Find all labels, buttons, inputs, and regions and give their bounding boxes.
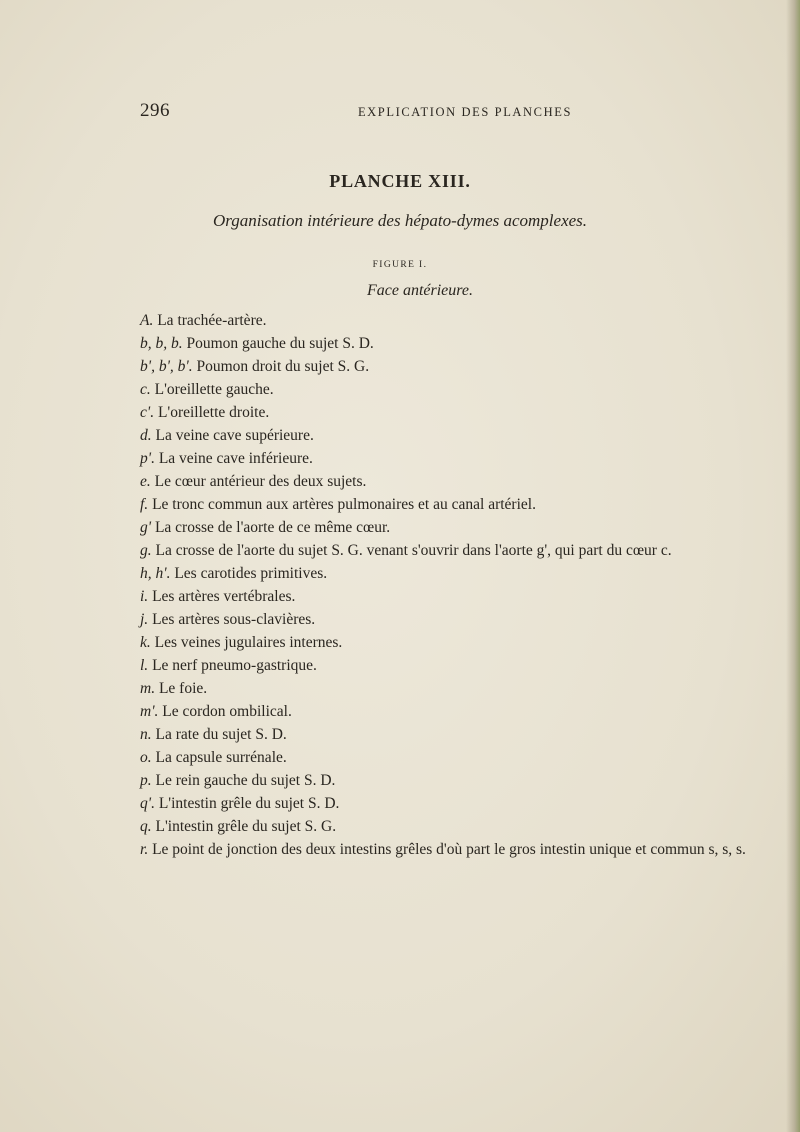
legend-item	[140, 332, 760, 355]
legend-item	[140, 631, 760, 654]
legend-text: Le tronc commun aux artères pulmonaires et au canal artériel.	[148, 496, 536, 513]
legend-item	[140, 401, 760, 424]
legend-text: La trachée-artère.	[153, 312, 267, 329]
legend-key: e.	[140, 473, 151, 490]
running-head: EXPLICATION DES PLANCHES	[357, 105, 573, 119]
legend-item	[140, 769, 760, 792]
legend-key: p.	[140, 772, 152, 789]
legend-key: g'	[140, 519, 152, 536]
legend-key: g.	[140, 542, 152, 559]
legend-text: L'intestin grêle du sujet S. G.	[151, 818, 337, 835]
page-number: 296	[140, 100, 170, 121]
legend-item	[140, 746, 760, 769]
legend-key: c'.	[140, 404, 155, 421]
legend-key: n.	[140, 726, 152, 743]
legend-key: l.	[140, 657, 149, 674]
legend-item	[140, 700, 760, 723]
figure-label: FIGURE I.	[372, 260, 428, 270]
legend-text: Les artères sous-clavières.	[148, 611, 316, 628]
legend-key: k.	[140, 634, 151, 651]
legend-text: Poumon droit du sujet S. G.	[192, 358, 370, 375]
legend-item	[140, 470, 760, 493]
view-label: Face antérieure.	[366, 282, 474, 299]
legend-text: La veine cave supérieure.	[151, 427, 314, 444]
legend-item	[140, 654, 760, 677]
legend-text: La crosse de l'aorte de ce même cœur.	[151, 519, 391, 536]
legend-key: o.	[140, 749, 152, 766]
legend-text: Poumon gauche du sujet S. D.	[182, 335, 374, 352]
legend-key: h, h'.	[140, 565, 171, 582]
legend-key: p'.	[140, 450, 155, 467]
legend-item	[140, 562, 760, 585]
legend-key: i.	[140, 588, 149, 605]
legend-item	[140, 309, 760, 332]
legend-text: Les artères vertébrales.	[148, 588, 296, 605]
legend-text: Le nerf pneumo-gastrique.	[148, 657, 317, 674]
plate-subtitle: Organisation intérieure des hépato-dymes acomplexes.	[212, 211, 588, 230]
legend-text: La rate du sujet S. D.	[151, 726, 287, 743]
legend-text: Le rein gauche du sujet S. D.	[151, 772, 336, 789]
legend-item	[140, 585, 760, 608]
legend-text: La veine cave inférieure.	[154, 450, 313, 467]
plate-title: PLANCHE XIII.	[329, 171, 471, 191]
legend-text: Les carotides primitives.	[170, 565, 328, 582]
legend-key: f.	[140, 496, 149, 513]
page-header	[140, 100, 760, 140]
legend-text: Le point de jonction des deux intestins grêles d'où part le gros intestin unique et commun s, s, s.	[148, 841, 746, 858]
legend-item	[140, 378, 760, 401]
legend-text: Le foie.	[155, 680, 208, 697]
legend-key: b, b, b.	[140, 335, 183, 352]
legend-text: La capsule surrénale.	[151, 749, 287, 766]
legend-text: Les veines jugulaires internes.	[150, 634, 343, 651]
legend-text: Le cordon ombilical.	[158, 703, 292, 720]
legend-item	[140, 792, 760, 815]
legend-item	[140, 723, 760, 746]
legend-key: m.	[140, 680, 156, 697]
legend-text: L'intestin grêle du sujet S. D.	[154, 795, 340, 812]
legend-item	[140, 424, 760, 447]
legend-key: c.	[140, 381, 151, 398]
legend-key: b', b', b'.	[140, 358, 193, 375]
legend-key: d.	[140, 427, 152, 444]
page-edge	[786, 0, 800, 1132]
figure-legend	[140, 309, 760, 861]
legend-item	[140, 493, 760, 516]
legend-item	[140, 815, 760, 838]
legend-text: La crosse de l'aorte du sujet S. G. venant s'ouvrir dans l'aorte g', qui part du cœur c.	[151, 542, 672, 559]
legend-text: L'oreillette droite.	[154, 404, 270, 421]
legend-key: m'.	[140, 703, 159, 720]
legend-text: Le cœur antérieur des deux sujets.	[150, 473, 367, 490]
legend-key: r.	[140, 841, 149, 858]
legend-key: A.	[140, 312, 154, 329]
legend-text: L'oreillette gauche.	[150, 381, 274, 398]
legend-item	[140, 838, 760, 861]
legend-item	[140, 447, 760, 470]
legend-key: q'.	[140, 795, 155, 812]
legend-item	[140, 677, 760, 700]
legend-key: j.	[140, 611, 149, 628]
legend-key: q.	[140, 818, 152, 835]
legend-item	[140, 355, 760, 378]
legend-item	[140, 516, 760, 539]
legend-item	[140, 608, 760, 631]
legend-item	[140, 539, 760, 562]
